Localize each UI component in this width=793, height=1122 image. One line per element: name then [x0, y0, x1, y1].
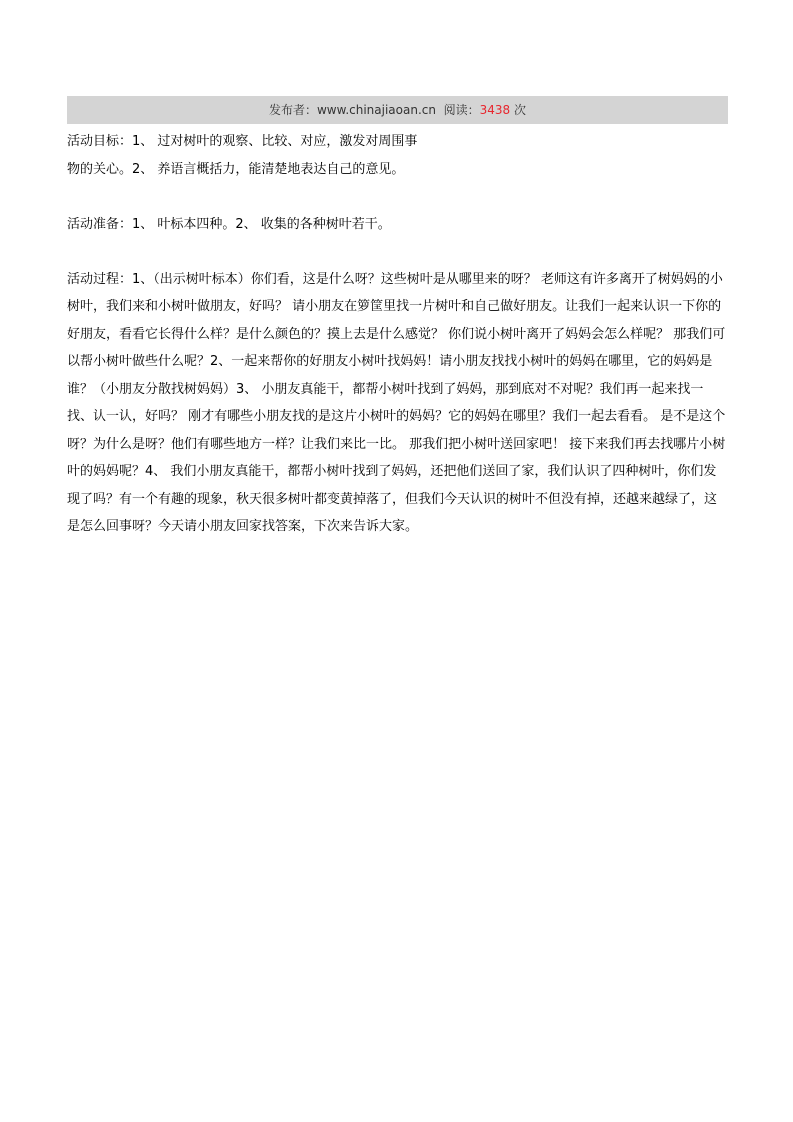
reads-label: 阅读： — [443, 103, 480, 117]
publisher-link[interactable]: www.chinajiaoan.cn — [316, 103, 436, 117]
reads-unit: 次 — [514, 103, 527, 117]
activity-goal: 活动目标：1、 过对树叶的观察、比较、对应，激发对周围事物的关心。2、 养语言概括力，能清楚地表达自己的意见。 — [67, 134, 418, 177]
article-body — [67, 128, 729, 541]
reads-count: 3438 — [479, 103, 511, 117]
publisher-bar — [67, 96, 728, 124]
publisher-label: 发布者： — [268, 103, 317, 117]
activity-process: 活动过程：1、（出示树叶标本）你们看，这是什么呀？这些树叶是从哪里来的呀？ 老师这有许多离开了树妈妈的小树叶，我们来和小树叶做朋友，好吗？ 请小朋友在箩筐里找一片树叶和自己做好朋友。让我们一起来认识一下你的好朋友，看看它长得什么样？是什么颜色的？摸上去是什么感觉？ 你们说小树叶离开了妈妈会怎么样呢？ 那我们可以帮小树叶做些什么呢？2、一起来帮你的好朋友小树叶找妈妈！请小朋友找找小树叶的妈妈在哪里，它的妈妈是谁？（小朋友分散找树妈妈）3、 小朋友真能干，都帮小树叶找到了妈妈，那到底对不对呢？我们再一起来找一找、认一认，好吗？ 刚才有哪些小朋友找的是这片小树叶的妈妈？它的妈妈在哪里？我们一起去看看。 是不是这个呀？为什么是呀？他们有哪些地方一样？让我们来比一比。 那我们把小树叶送回家吧！ 接下来我们再去找哪片小树叶的妈妈呢？4、 我们小朋友真能干，都帮小树叶找到了妈妈，还把他们送回了家，我们认识了四种树叶，你们发现了吗？有一个有趣的现象，秋天很多树叶都变黄掉落了，但我们今天认识的树叶不但没有掉，还越来越绿了，这是怎么回事呀？今天请小朋友回家找答案，下次来告诉大家。 — [67, 271, 726, 534]
activity-preparation: 活动准备：1、 叶标本四种。2、 收集的各种树叶若干。 — [67, 216, 391, 232]
